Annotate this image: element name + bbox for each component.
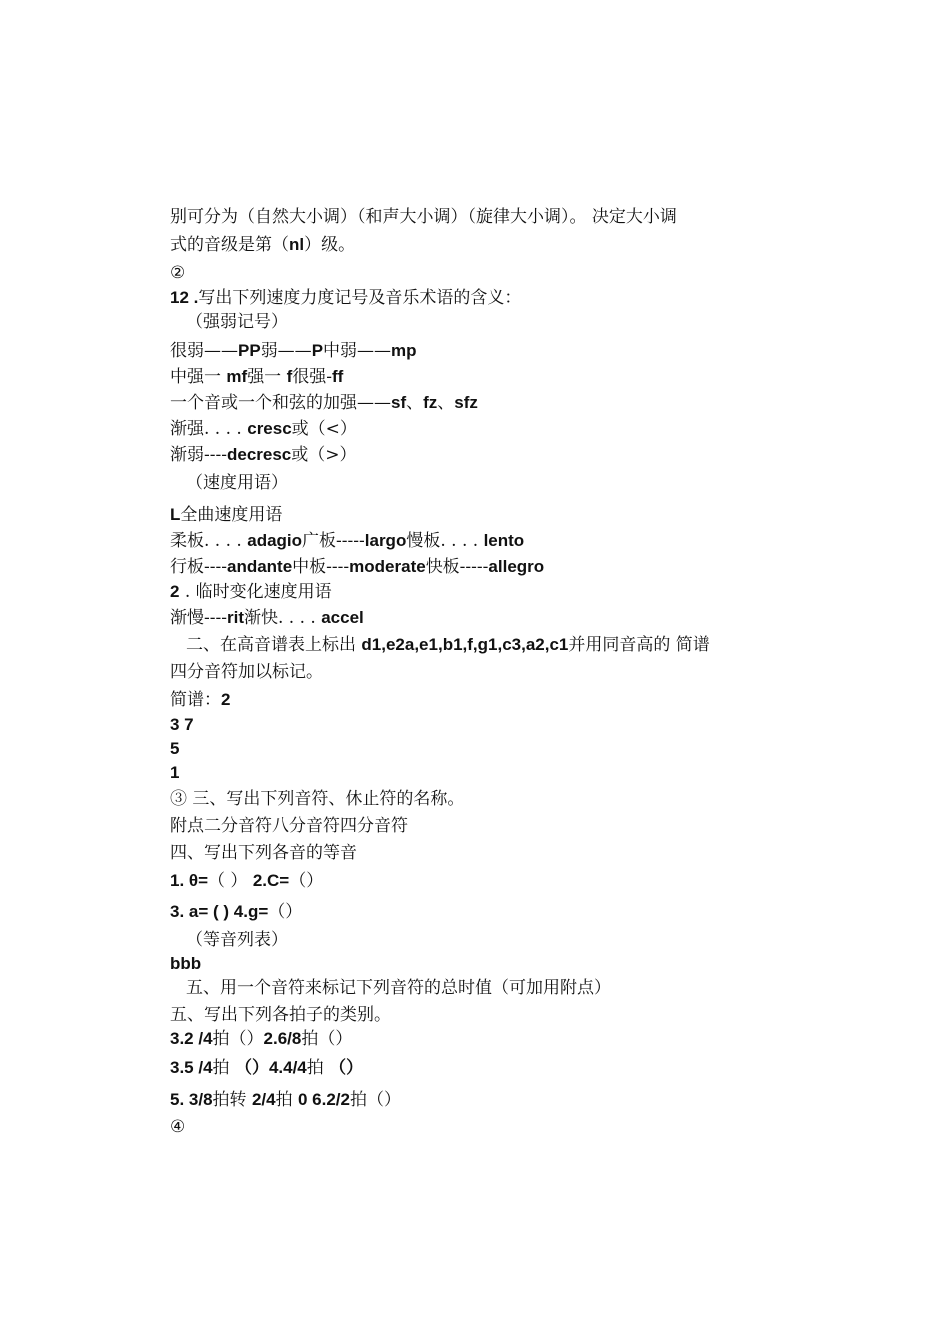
text-run: 写出下列速度力度记号及音乐术语的含义： — [198, 288, 522, 308]
text-run: （） — [289, 871, 324, 891]
bold-term: accel — [321, 608, 364, 627]
text-run: 四分音符加以标记。 — [170, 662, 323, 682]
text-run: （强弱记号） — [186, 312, 288, 332]
text-line — [170, 444, 357, 468]
bold-term: bbb — [170, 954, 202, 973]
text-run: 拍 — [275, 1090, 298, 1110]
text-line — [170, 340, 417, 364]
bold-term: lento — [483, 531, 525, 550]
section-heading-12 — [170, 287, 521, 311]
bold-term: P — [311, 341, 324, 360]
bold-term: 3.5 /4 — [170, 1058, 213, 1077]
text-line — [170, 418, 357, 442]
text-line — [170, 392, 478, 416]
bold-term: allegro — [488, 557, 545, 576]
text-run: ）级。 — [304, 235, 356, 255]
section-five-b-heading — [170, 1004, 391, 1028]
text-line — [170, 714, 194, 738]
text-line — [170, 581, 332, 605]
text-run: 渐快. . . . — [243, 608, 322, 628]
bold-term: PP — [238, 341, 261, 360]
section-three-heading — [170, 788, 464, 812]
text-line — [170, 661, 323, 685]
bold-term: 3. a= ( ) 4.g= — [170, 902, 269, 921]
text-line — [170, 366, 343, 390]
text-run: 、 — [437, 393, 455, 413]
text-run: 拍 — [306, 1058, 330, 1078]
bold-term: sf — [391, 393, 407, 412]
text-run: 很弱—— — [170, 341, 238, 361]
text-line — [170, 738, 179, 762]
bold-term: andante — [226, 557, 293, 576]
bold-term: 5. 3/8 — [170, 1090, 213, 1109]
text-run: 一个音或一个和弦的加强—— — [170, 393, 391, 413]
bold-term: 3 7 — [170, 715, 194, 734]
text-run: 快板----- — [425, 557, 489, 577]
bold-term: adagio — [247, 531, 303, 550]
section-two-heading — [186, 634, 710, 658]
text-line — [170, 206, 677, 230]
text-run: ③ 三、写出下列音符、休止符的名称。 — [170, 789, 465, 809]
text-run: 很强- — [292, 367, 333, 387]
text-run: 渐慢---- — [170, 608, 227, 628]
bold-term: nl — [289, 235, 305, 254]
text-run: 五、用一个音符来标记下列音符的总时值（可加用附点） — [186, 978, 611, 998]
bold-term: mp — [391, 341, 417, 360]
bold-term: （）4.4/4 — [234, 1058, 307, 1077]
section-four-heading — [170, 842, 357, 866]
text-run: 拍（） — [350, 1090, 401, 1110]
bold-term: 2.C= — [252, 871, 290, 890]
text-run: 或（>） — [291, 445, 357, 465]
bold-term: decresc — [226, 445, 292, 464]
text-line — [170, 689, 230, 713]
text-run: 中弱—— — [323, 341, 392, 361]
text-run: 弱—— — [260, 341, 312, 361]
text-run: 中板---- — [292, 557, 350, 577]
text-run: 渐弱---- — [170, 445, 227, 465]
bold-term: （） — [329, 1058, 364, 1077]
text-run: 行板---- — [170, 557, 227, 577]
bold-term: cresc — [247, 419, 292, 438]
text-line — [170, 870, 323, 894]
bold-term: 2 — [221, 690, 231, 709]
text-run: 中强一 — [170, 367, 227, 387]
text-line — [170, 1089, 401, 1113]
text-line — [170, 1028, 352, 1052]
bold-term: 1 — [170, 763, 180, 782]
bold-term: largo — [364, 531, 407, 550]
text-run: 渐强. . . . — [170, 419, 248, 439]
bold-term: 1. θ= — [170, 871, 209, 890]
text-run: （等音列表） — [186, 930, 288, 950]
bold-term: 2/4 — [251, 1090, 276, 1109]
subheading-dynamics — [186, 311, 288, 335]
page-marker — [170, 1116, 185, 1140]
text-run: 全曲速度用语 — [180, 505, 283, 525]
text-run: 拍 — [212, 1058, 235, 1078]
text-run: 并用同音高的 简谱 — [568, 635, 710, 655]
text-line — [170, 762, 179, 786]
text-run: 柔板. . . . — [170, 531, 248, 551]
text-line — [170, 530, 524, 554]
text-line — [170, 815, 408, 839]
bold-term: 3.2 /4 — [170, 1029, 213, 1048]
section-five-heading — [186, 977, 611, 1001]
text-run: （） — [268, 902, 303, 922]
text-run: （速度用语） — [186, 473, 288, 493]
text-line — [170, 556, 544, 580]
text-line — [170, 953, 201, 977]
page-marker — [170, 262, 185, 286]
text-run: 简谱： — [170, 690, 221, 710]
text-run: 慢板. . . . — [406, 531, 484, 551]
text-run: 式的音级是第（ — [170, 235, 289, 255]
subheading-tempo — [186, 472, 288, 496]
text-run: ④ — [170, 1117, 186, 1137]
text-run: ② — [170, 263, 186, 283]
bold-term: fz — [423, 393, 438, 412]
bold-term: f — [286, 367, 293, 386]
text-line — [170, 607, 364, 631]
bold-term: d1,e2a,e1,b1,f,g1,c3,a2,c1 — [361, 635, 569, 654]
text-run: 拍转 — [212, 1090, 252, 1110]
text-run: （ ） — [208, 871, 253, 891]
bold-term: mf — [226, 367, 248, 386]
text-run: 或（<） — [291, 419, 357, 439]
bold-term: L — [170, 505, 181, 524]
bold-term: ff — [332, 367, 344, 386]
bold-term: 5 — [170, 739, 180, 758]
bold-term: moderate — [349, 557, 426, 576]
text-run: 二、在高音谱表上标出 — [186, 635, 362, 655]
text-run: 附点二分音符八分音符四分音符 — [170, 816, 408, 836]
bold-term: 12 . — [170, 288, 199, 307]
subheading-enharmonic-table — [186, 929, 288, 953]
text-run: 四、写出下列各音的等音 — [170, 843, 357, 863]
text-run: . 临时变化速度用语 — [179, 582, 332, 602]
text-line — [170, 234, 355, 258]
bold-term: 2.6/8 — [263, 1029, 302, 1048]
bold-term: sfz — [454, 393, 478, 412]
bold-term: 2 — [170, 582, 180, 601]
text-run: 拍（） — [301, 1029, 353, 1049]
text-run: 拍（） — [212, 1029, 264, 1049]
text-line — [170, 504, 282, 528]
text-run: 五、写出下列各拍子的类别。 — [170, 1005, 391, 1025]
text-run: 强一 — [247, 367, 287, 387]
text-run: 、 — [406, 393, 424, 413]
text-run: 广板----- — [302, 531, 365, 551]
text-line — [170, 901, 302, 925]
bold-term: 0 6.2/2 — [298, 1090, 350, 1109]
bold-term: rit — [226, 608, 244, 627]
text-run: 别可分为（自然大小调）（和声大小调）（旋律大小调）。 决定大小调 — [170, 207, 677, 227]
text-line — [170, 1057, 363, 1081]
